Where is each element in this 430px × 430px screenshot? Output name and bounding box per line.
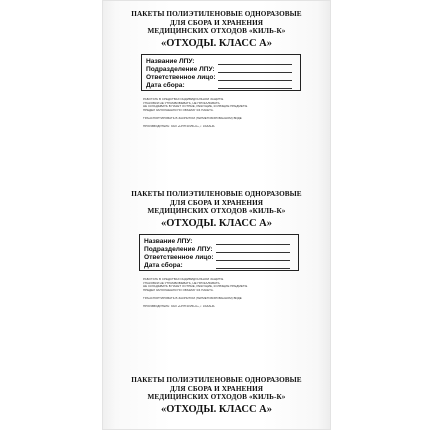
instruction-line: ТРАНСПОРТИРОВАТЬ В ЗАКРЫТОМ (ГЕРМЕТИЗИРОВАННОМ) ВИДЕ [143, 295, 242, 300]
header-line: ДЛЯ СБОРА И ХРАНЕНИЯ [169, 384, 264, 393]
instruction-line: РАБОТАТЬ В СРЕДСТВАХ ИНДИВИДУАЛЬНОЙ ЗАЩИТЫ. [143, 97, 225, 101]
form-line [218, 80, 292, 81]
form-line [216, 252, 290, 253]
form-row-name [146, 58, 292, 66]
instruction-line: НЕ СКЛАДЫВАТЬ В ПАКЕТ ОСТРЫЕ, РЕЖУЩИЕ, КОЛЮЩИЕ ПРЕДМЕТЫ. [143, 284, 249, 289]
header-line: ПАКЕТЫ ПОЛИЭТИЛЕНОВЫЕ ОДНОРАЗОВЫЕ [131, 376, 302, 384]
instruction-line: УПАКОВКИ НЕ УТРАМБОВЫВАТЬ, НЕ ПРОКАЛЫВАТЬ. [143, 100, 221, 105]
header-line: МЕДИЦИНСКИХ ОТХОДОВ «КИЛЬ-К» [147, 393, 286, 402]
header-line: МЕДИЦИНСКИХ ОТХОДОВ «КИЛЬ-К» [147, 207, 286, 216]
instruction-line: ПРЕДЕЛ ЗАПОЛНЕНИЯ ПО ОБЪЕМУ 3/4 ПАКЕТА. [143, 288, 214, 293]
label-section-1 [102, 10, 331, 129]
form-row-responsible [146, 74, 292, 82]
form-line [218, 72, 292, 73]
form-row-department [144, 246, 290, 254]
header-line: ПАКЕТЫ ПОЛИЭТИЛЕНОВЫЕ ОДНОРАЗОВЫЕ [131, 190, 302, 198]
waste-class-label: «ОТХОДЫ. КЛАСС А» [160, 37, 273, 49]
instruction-line: ПРЕДЕЛ ЗАПОЛНЕНИЯ ПО ОБЪЕМУ 3/4 ПАКЕТА. [143, 108, 214, 113]
info-form-box [139, 234, 299, 271]
header-line: МЕДИЦИНСКИХ ОТХОДОВ «КИЛЬ-К» [147, 27, 286, 36]
form-label: Дата сбора: [144, 261, 183, 269]
form-line [218, 64, 292, 65]
form-line [216, 268, 290, 269]
label-section-2 [102, 190, 331, 309]
bag-header [116, 376, 317, 402]
instruction-line: ТРАНСПОРТИРОВАТЬ В ЗАКРЫТОМ (ГЕРМЕТИЗИРОВАННОМ) ВИДЕ [143, 115, 242, 120]
bag-header [116, 190, 317, 216]
instructions-text [143, 98, 315, 129]
manufacturer-line: ПРОИЗВОДИТЕЛЬ: ЗАО «НПП КИЛЬ-К», г. КАЗАНЬ [143, 123, 215, 128]
label-section-3 [102, 376, 331, 416]
instruction-line: УПАКОВКИ НЕ УТРАМБОВЫВАТЬ, НЕ ПРОКАЛЫВАТЬ. [143, 280, 221, 285]
waste-class-label: «ОТХОДЫ. КЛАСС А» [160, 217, 273, 229]
form-line [216, 260, 290, 261]
waste-class-label: «ОТХОДЫ. КЛАСС А» [160, 403, 273, 415]
info-form-box [141, 54, 301, 91]
form-label: Дата сбора: [146, 81, 185, 89]
form-row-date [144, 262, 290, 270]
form-label: Название ЛПУ: [146, 57, 195, 65]
instructions-text [143, 278, 315, 309]
form-label: Ответственное лицо: [144, 253, 214, 261]
instruction-line: РАБОТАТЬ В СРЕДСТВАХ ИНДИВИДУАЛЬНОЙ ЗАЩИТЫ. [143, 277, 225, 281]
form-row-responsible [144, 254, 290, 262]
bag-header [116, 10, 317, 36]
form-label: Название ЛПУ: [144, 237, 193, 245]
header-line: ПАКЕТЫ ПОЛИЭТИЛЕНОВЫЕ ОДНОРАЗОВЫЕ [131, 10, 302, 18]
form-label: Ответственное лицо: [146, 73, 216, 81]
manufacturer-line: ПРОИЗВОДИТЕЛЬ: ЗАО «НПП КИЛЬ-К», г. КАЗАНЬ [143, 303, 215, 308]
medical-waste-bag [102, 0, 331, 430]
instruction-line: НЕ СКЛАДЫВАТЬ В ПАКЕТ ОСТРЫЕ, РЕЖУЩИЕ, КОЛЮЩИЕ ПРЕДМЕТЫ. [143, 104, 249, 109]
form-row-name [144, 238, 290, 246]
form-label: Подразделение ЛПУ: [144, 245, 213, 253]
form-label: Подразделение ЛПУ: [146, 65, 215, 73]
form-line [218, 88, 292, 89]
form-row-date [146, 82, 292, 90]
form-line [216, 244, 290, 245]
form-row-department [146, 66, 292, 74]
header-line: ДЛЯ СБОРА И ХРАНЕНИЯ [169, 198, 264, 207]
header-line: ДЛЯ СБОРА И ХРАНЕНИЯ [169, 18, 264, 27]
